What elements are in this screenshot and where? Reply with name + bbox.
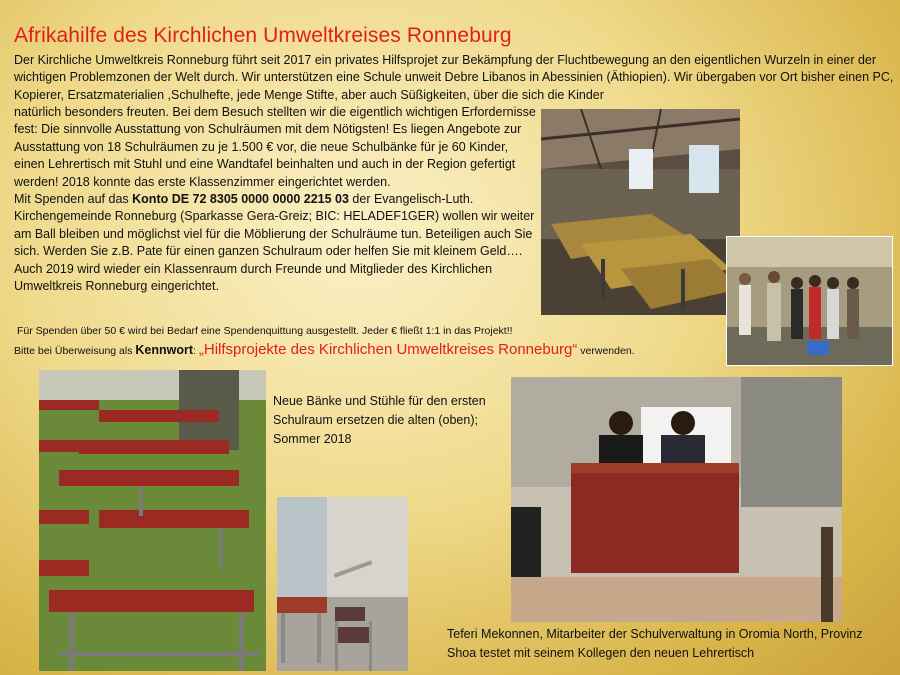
kennwort-label: Kennwort (135, 343, 194, 357)
visitor-group-photo (726, 236, 893, 366)
donation-receipt-note: Für Spenden über 50 € wird bei Bedarf eine Spendenquittung ausgestellt. Jeder € fließt 1:1 in das Projekt!! (17, 325, 513, 337)
intro-paragraph: Der Kirchliche Umweltkreis Ronneburg führt seit 2017 ein privates Hilfsprojet zur Bekämpfung der Fluchtbewegung an den eigentlichen Wurzeln in einer der wichtigen Problemzonen der Welt durch. Wir unterstützen eine Schule unweit Debre Libanos in Abessinien (Äthiopien). Wir übergaben vor Ort bisher einen PC, Kopierer, Ersatzmaterialien ,Schulhefte, jede Menge Stifte, aber auch Süßigkeiten, über die sich die Kinder (14, 53, 894, 102)
body-text-a: natürlich besonders freuten. Bei dem Besuch stellten wir die eigentlich wichtigen Erfordernisse fest: Die sinnvolle Ausstattung von Schulräumen mit dem Nötigsten! Es liegen Angebote zur Ausstattung von 18 Schulräumen zu je 1.500 € vor, die neue Schulbänke für je 60 Kinder, einen Lehrertisch mit Stuhl und eine Wandtafel beinhalten und auch in der Region gefertigt werden! 2018 konnte das erste Klassenzimmer eingerichtet werden. (14, 105, 536, 189)
reference-suffix: verwenden. (577, 345, 635, 357)
new-benches-photo (39, 370, 266, 671)
transfer-reference-note (14, 343, 734, 358)
project-name: „Hilfsprojekte des Kirchlichen Umweltkreises Ronneburg“ (198, 341, 578, 358)
teachers-caption: Teferi Mekonnen, Mitarbeiter der Schulverwaltung in Oromia North, Provinz Shoa testet mit seinem Kollegen den neuen Lehrertisch (447, 627, 863, 660)
teachers-desk-photo (511, 377, 842, 622)
body-text-b: Mit Spenden auf das (14, 192, 133, 207)
page-title: Afrikahilfe des Kirchlichen Umweltkreises Ronneburg (14, 24, 512, 47)
reference-prefix: Bitte bei Überweisung als (14, 345, 136, 357)
chairs-table-photo (277, 497, 408, 671)
old-classroom-photo (541, 109, 740, 315)
reference-colon: : (193, 345, 199, 357)
bank-account: Konto DE 72 8305 0000 0000 2215 03 (132, 192, 349, 207)
body-text-c: der Evangelisch-Luth. Kirchengemeinde Ronneburg (Sparkasse Gera-Greiz; BIC: HELADEF1GER) wollen wir weiter am Ball bleiben und möglichst viel für die Möblierung der Schulräume tun. Beteiligen auch Sie sich. Werden Sie z.B. Pate für einen ganzen Schulraum oder helfen Sie mit kleinem Geld…. Auch 2019 wird wieder ein Klassenraum durch Freunde und Mitglieder des Kirchlichen Umweltkreis Ronneburg eingerichtet. (14, 192, 535, 294)
body-paragraph (14, 104, 542, 295)
benches-caption: Neue Bänke und Stühle für den ersten Schulraum ersetzen die alten (oben); Sommer 2018 (273, 394, 486, 446)
